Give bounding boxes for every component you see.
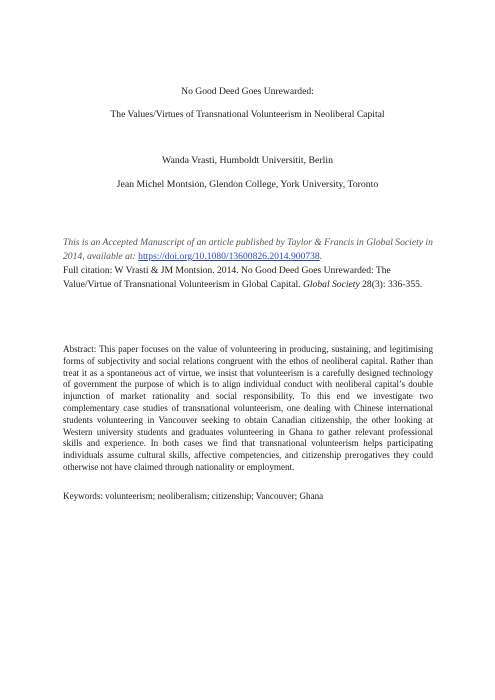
abstract: Abstract: This paper focuses on the value of volunteering in producing, sustaining, and legitimising forms of subjectivity and social relations congruent with the ethos of neoliberal capital. Rather than treat it as a spontaneous act of virtue, we insist that volunteerism is a carefully designed technology of government the purpose of which is to align individual conduct with neoliberal capital’s double injunction of market rationality and social responsibility. To this end we investigate two complementary case studies of transnational volunteerism, one dealing with Chinese international students volunteering in Vancouver seeking to obtain Canadian citizenship, the other looking at Western university students and graduates volunteering in Ghana to gather relevant professional skills and experience. In both cases we find that transnational volunteerism helps participating individuals assume cultural skills, affective competencies, and citizenship prerogatives they could otherwise not have claimed through nationality or employment. (63, 344, 433, 472)
keywords: Keywords: volunteerism; neoliberalism; citizenship; Vancouver; Ghana (63, 491, 324, 501)
paper-title: No Good Deed Goes Unrewarded: (181, 86, 314, 97)
citation-suffix: 28(3): 336-355. (359, 278, 423, 290)
author-line-1: Wanda Vrasti, Humboldt Universitit, Berlin (162, 155, 333, 166)
citation-prefix: Full citation: W Vrasti & JM Montsion. 2014. No Good Deed Goes Unrewarded: The Value/Virtue of Transnational Volunteerism in Global Capital. (63, 265, 391, 290)
manuscript-note (63, 236, 433, 264)
paper-subtitle: The Values/Virtues of Transnational Volunteerism in Neoliberal Capital (110, 109, 385, 120)
doi-link[interactable]: https://doi.org/10.1080/13600826.2014.900738 (138, 251, 320, 262)
manuscript-note-text: This is an Accepted Manuscript of an article published by Taylor & Francis in Global Society in 2014, available at: (63, 237, 433, 262)
manuscript-note-end: . (319, 251, 323, 262)
citation-journal: Global Society (302, 278, 360, 290)
author-line-2: Jean Michel Montsion, Glendon College, York University, Toronto (116, 179, 379, 190)
full-citation (63, 264, 433, 292)
